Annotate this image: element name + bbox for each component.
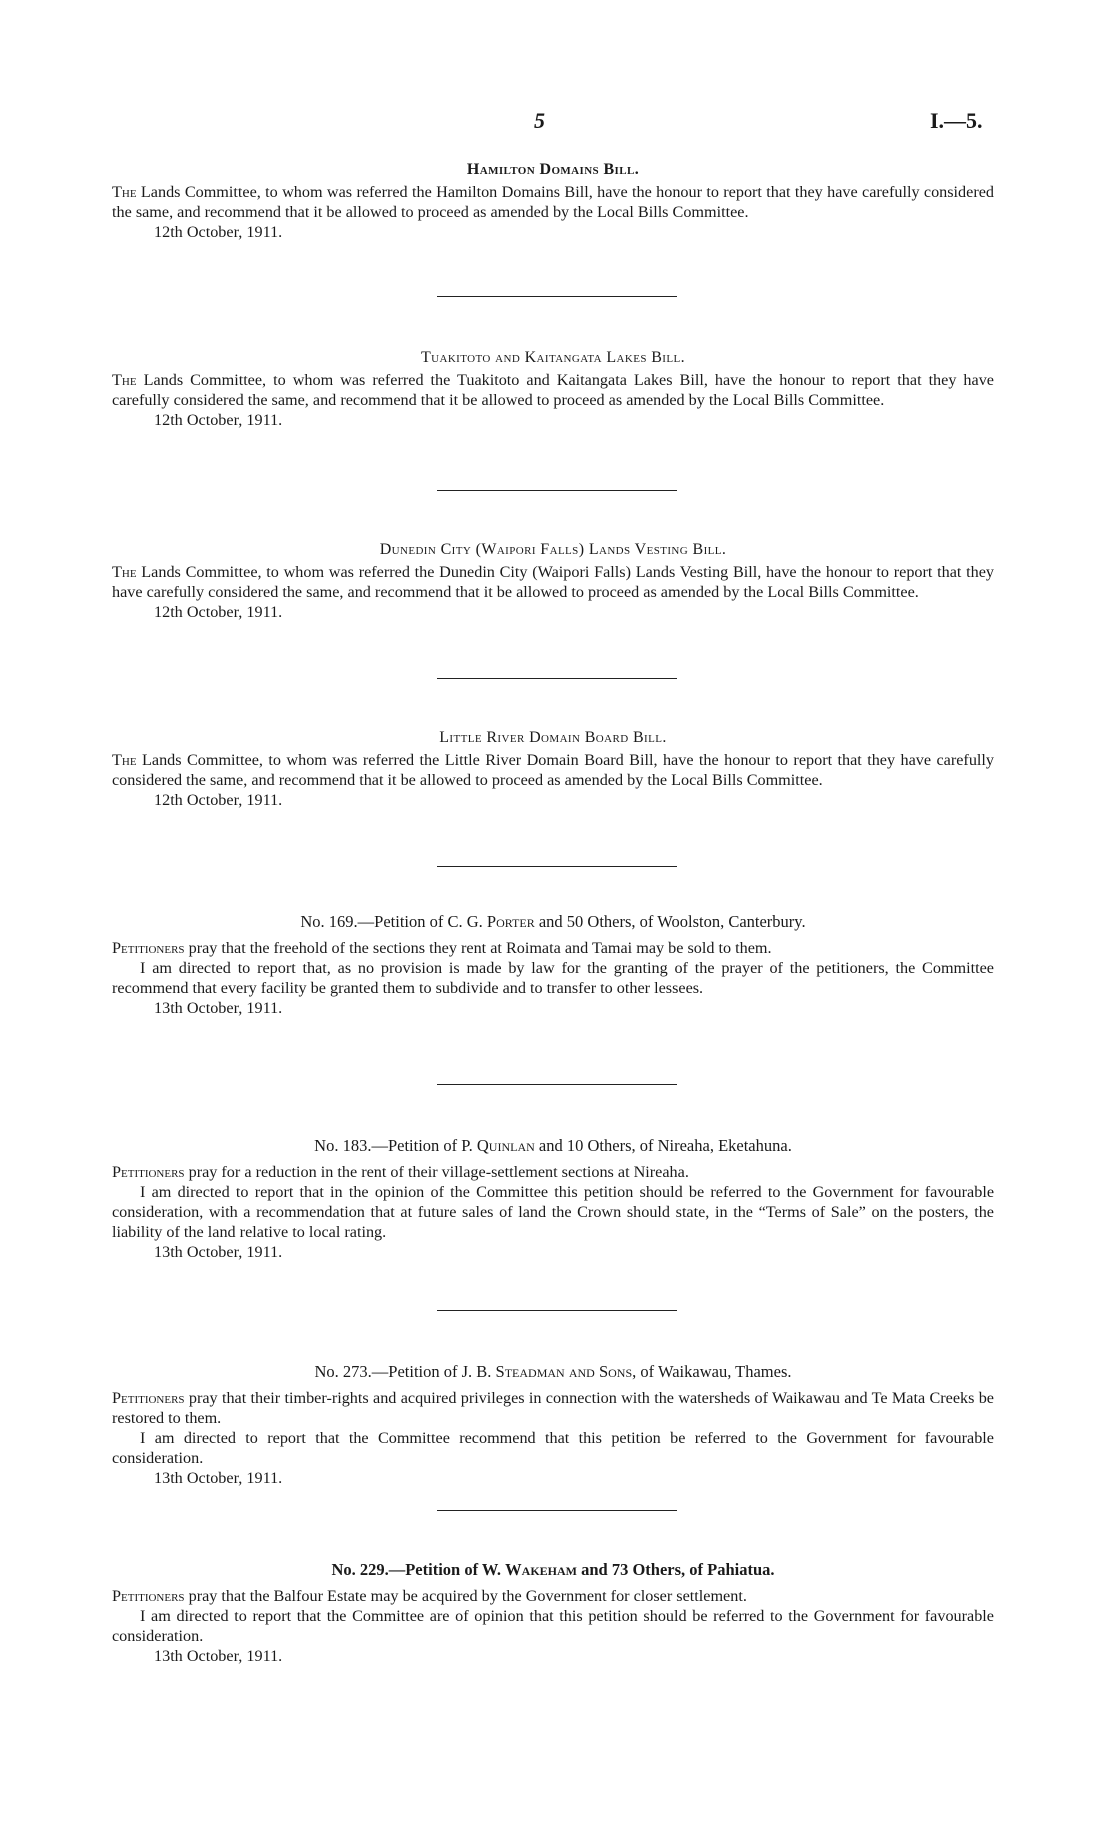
petition-169 <box>112 912 994 1018</box>
page-number: 5 <box>534 108 545 133</box>
section-title: Dunedin City (Waipori Falls) Lands Vesting Bill. <box>379 541 727 558</box>
section-text: The Lands Committee, to whom was referred the Tuakitoto and Kaitangata Lakes Bill, have the honour to report that they have carefully considered the same, and recommend that it be allowed to proceed as amended by the Local Bills Committee. <box>112 371 994 409</box>
section-date: 12th October, 1911. <box>154 603 283 621</box>
petition-report: I am directed to report that the Committee are of opinion that this petition should be referred to the Government for favourable consideration. <box>112 1607 994 1645</box>
petition-title: No. 169.—Petition of C. G. Porter and 50 Others, of Woolston, Canterbury. <box>300 912 806 931</box>
petition-date: 13th October, 1911. <box>154 1469 283 1487</box>
section-date: 12th October, 1911. <box>154 223 283 241</box>
petition-date: 13th October, 1911. <box>154 1243 283 1261</box>
divider <box>437 1310 677 1311</box>
section-tuakitoto-lakes <box>112 348 994 430</box>
petition-report: I am directed to report that in the opinion of the Committee this petition should be referred to the Government for favourable consideration, with a recommendation that at future sales of land the Crown should state, in the “Terms of Sale” on the posters, the liability of the land relative to local rating. <box>112 1183 994 1241</box>
section-text: The Lands Committee, to whom was referred the Little River Domain Board Bill, have the honour to report that they have carefully considered the same, and recommend that it be allowed to proceed as amended by the Local Bills Committee. <box>112 751 994 789</box>
section-date: 12th October, 1911. <box>154 411 283 429</box>
petition-date: 13th October, 1911. <box>154 999 283 1017</box>
petition-183 <box>112 1136 994 1262</box>
petition-prayer: Petitioners pray for a reduction in the rent of their village-settlement sections at Nireaha. <box>112 1163 689 1181</box>
petition-title: No. 273.—Petition of J. B. Steadman and Sons, of Waikawau, Thames. <box>314 1362 792 1381</box>
section-dunedin-city <box>112 540 994 622</box>
divider <box>437 1510 677 1511</box>
paper-code: I.—5. <box>930 108 983 133</box>
section-text: The Lands Committee, to whom was referred the Dunedin City (Waipori Falls) Lands Vesting Bill, have the honour to report that they have carefully considered the same, and recommend that it be allowed to proceed as amended by the Local Bills Committee. <box>112 563 995 601</box>
petition-report: I am directed to report that the Committee recommend that this petition be referred to the Government for favourable consideration. <box>112 1429 994 1467</box>
divider <box>437 1084 677 1085</box>
divider <box>437 490 677 491</box>
petition-273 <box>112 1362 994 1488</box>
petition-title: No. 229.—Petition of W. Wakeham and 73 Others, of Pahiatua. <box>331 1560 775 1579</box>
petition-date: 13th October, 1911. <box>154 1647 283 1665</box>
petition-report: I am directed to report that, as no provision is made by law for the granting of the prayer of the petitioners, the Committee recommend that every facility be granted them to subdivide and to transfer to other lessees. <box>112 959 994 997</box>
petition-prayer: Petitioners pray that the Balfour Estate may be acquired by the Government for closer settlement. <box>112 1587 747 1605</box>
section-title: Tuakitoto and Kaitangata Lakes Bill. <box>420 349 686 366</box>
petition-prayer: Petitioners pray that their timber-rights and acquired privileges in connection with the watersheds of Waikawau and Te Mata Creeks be restored to them. <box>112 1389 994 1427</box>
divider <box>437 866 677 867</box>
section-hamilton-domains <box>112 160 994 242</box>
section-title: Hamilton Domains Bill. <box>466 161 640 178</box>
divider <box>437 296 677 297</box>
petition-prayer: Petitioners pray that the freehold of the sections they rent at Roimata and Tamai may be sold to them. <box>112 939 772 957</box>
petition-title: No. 183.—Petition of P. Quinlan and 10 Others, of Nireaha, Eketahuna. <box>314 1136 792 1155</box>
divider <box>437 678 677 679</box>
petition-229 <box>112 1560 994 1666</box>
section-date: 12th October, 1911. <box>154 791 283 809</box>
section-little-river <box>112 728 994 810</box>
section-text: The Lands Committee, to whom was referred the Hamilton Domains Bill, have the honour to report that they have carefully considered the same, and recommend that it be allowed to proceed as amended by the Local Bills Committee. <box>112 183 995 221</box>
section-title: Little River Domain Board Bill. <box>439 729 667 746</box>
